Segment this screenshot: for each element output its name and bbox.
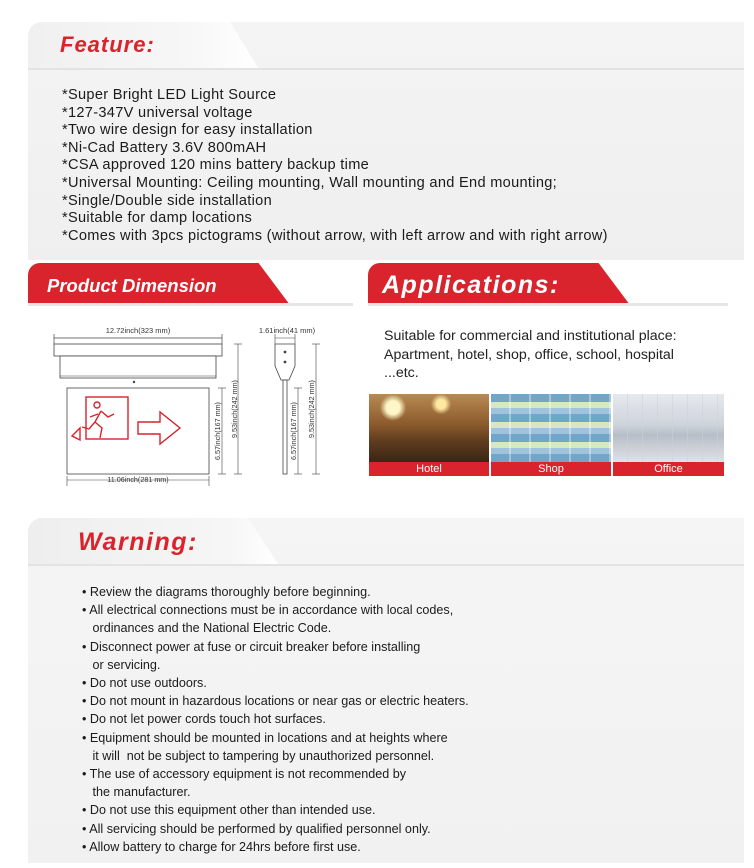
- warning-list: [82, 583, 469, 856]
- hotel-caption: Hotel: [369, 462, 489, 476]
- width-top-label: 12.72inch(323 mm): [105, 326, 171, 335]
- applications-title: Applications:: [382, 271, 560, 299]
- applications-line: Apartment, hotel, shop, office, school, hospital: [384, 346, 674, 363]
- canopy-body: [60, 356, 216, 378]
- feature-divider: [28, 68, 744, 70]
- feature-item: *Comes with 3pcs pictograms (without arrow, with left arrow and with right arrow): [62, 227, 608, 244]
- warning-item: or servicing.: [82, 657, 161, 672]
- applications-text: [384, 327, 677, 383]
- shop-caption: Shop: [491, 462, 611, 476]
- warning-item: • Do not mount in hazardous locations or near gas or electric heaters.: [82, 694, 469, 709]
- warning-item: • Equipment should be mounted in locations and at heights where: [82, 730, 448, 745]
- canopy-top: [54, 344, 222, 356]
- feature-item: *Ni-Cad Battery 3.6V 800mAH: [62, 139, 267, 156]
- warning-item: • Allow battery to charge for 24hrs before first use.: [82, 839, 361, 854]
- warning-item: • All electrical connections must be in accordance with local codes,: [82, 603, 454, 618]
- warning-title: Warning:: [78, 528, 198, 556]
- office-image: [613, 394, 724, 462]
- hotel-photo: [369, 394, 489, 476]
- dimension-underline: [28, 303, 353, 306]
- height-total-label: 9.53inch(242 mm): [230, 380, 239, 438]
- height-sign-label: 6.57inch(167 mm): [213, 402, 222, 460]
- warning-divider: [28, 564, 744, 566]
- feature-item: *Super Bright LED Light Source: [62, 87, 277, 103]
- warning-item: • Do not use outdoors.: [82, 676, 207, 691]
- warning-item: • Do not let power cords touch hot surfaces.: [82, 712, 326, 727]
- shop-photo: [491, 394, 611, 476]
- warning-item: • Do not use this equipment other than intended use.: [82, 803, 376, 818]
- hotel-image: [369, 394, 489, 462]
- dimension-title: Product Dimension: [47, 275, 217, 296]
- feature-item: *Single/Double side installation: [62, 192, 272, 209]
- office-photo: [613, 394, 724, 476]
- warning-item: it will not be subject to tampering by unauthorized personnel.: [82, 748, 435, 763]
- side-height-sign-label: 6.57inch(167 mm): [289, 402, 298, 460]
- feature-item: *127-347V universal voltage: [62, 104, 253, 121]
- applications-underline: [368, 303, 728, 306]
- warning-item: ordinances and the National Electric Code.: [82, 621, 332, 636]
- warning-item: • The use of accessory equipment is not recommended by: [82, 767, 407, 782]
- feature-list: [62, 87, 608, 245]
- dimension-drawing: [40, 318, 340, 498]
- warning-item: the manufacturer.: [82, 785, 191, 800]
- applications-line: ...etc.: [384, 365, 419, 381]
- applications-line: Suitable for commercial and institutional place:: [384, 328, 677, 344]
- side-panel: [283, 380, 287, 474]
- width-bottom-label: 11.06inch(281 mm): [107, 475, 169, 484]
- side-height-total-label: 9.53inch(242 mm): [307, 380, 316, 438]
- warning-item: • All servicing should be performed by qualified personnel only.: [82, 821, 431, 836]
- feature-item: *Suitable for damp locations: [62, 210, 253, 227]
- warning-item: • Disconnect power at fuse or circuit breaker before installing: [82, 639, 421, 654]
- depth-label: 1.61inch(41 mm): [258, 326, 316, 335]
- feature-item: *CSA approved 120 mins battery backup time: [62, 157, 370, 174]
- feature-item: *Universal Mounting: Ceiling mounting, Wall mounting and End mounting;: [62, 174, 558, 191]
- feature-item: *Two wire design for easy installation: [62, 122, 313, 139]
- shop-image: [491, 394, 611, 462]
- office-caption: Office: [613, 462, 724, 476]
- feature-title: Feature:: [60, 32, 155, 57]
- warning-item: • Review the diagrams thoroughly before beginning.: [82, 585, 371, 599]
